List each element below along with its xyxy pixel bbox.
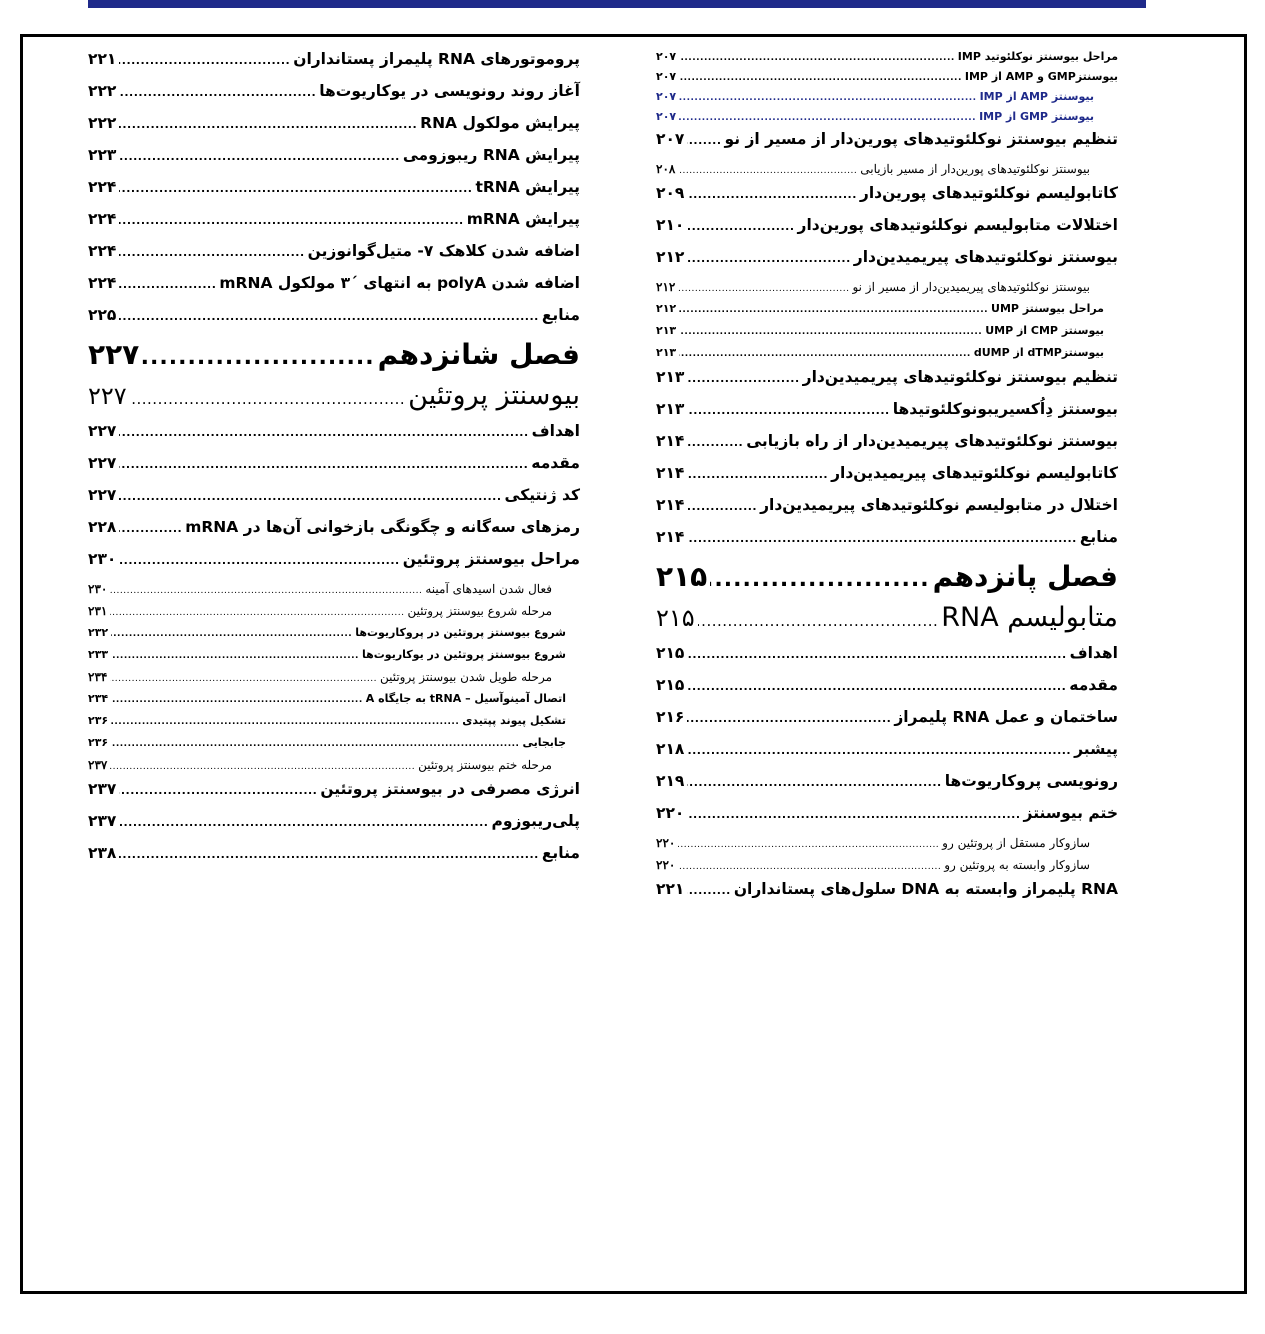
toc-entry-page: ۲۰۷ [656, 130, 685, 148]
toc-entry[interactable] [88, 422, 580, 454]
toc-entry-page: ۲۰۷ [656, 90, 677, 103]
toc-entry[interactable] [88, 114, 580, 146]
dot-leader [710, 560, 929, 593]
toc-entry-page: ۲۳۶ [88, 736, 109, 749]
toc-entry-title: بیوسنتز نوکلئوتیدهای پیریمیدین‌دار از مسیر از نو [852, 280, 1090, 294]
toc-entry-title: مقدمه [1069, 676, 1118, 694]
dot-leader [119, 114, 417, 132]
toc-entry-page: ۲۲۷ [88, 338, 140, 371]
dot-leader [687, 248, 850, 266]
toc-entry[interactable] [656, 740, 1118, 772]
toc-entry-title: تنظیم بیوسنتز نوکلئوتیدهای پیریمیدین‌دار [802, 368, 1118, 386]
toc-entry-page: ۲۱۲ [656, 302, 677, 315]
toc-entry-title: بیوسنتز پروتئین [408, 380, 580, 411]
dot-leader [119, 274, 216, 292]
toc-entry-title: مرحله ختم بیوسنتز پروتئین [418, 758, 552, 772]
dot-leader [687, 740, 1071, 758]
dot-leader [687, 400, 889, 418]
dot-leader [678, 836, 939, 850]
toc-entry-title: مراحل بیوسنتز پروتئین [402, 550, 580, 568]
toc-entry-page: ۲۱۹ [656, 772, 685, 790]
toc-entry-page: ۲۲۴ [88, 210, 117, 228]
toc-entry[interactable] [656, 432, 1118, 464]
toc-entry-page: ۲۲۴ [88, 178, 117, 196]
toc-entry-page: ۲۲۷ [88, 454, 117, 472]
dot-leader [110, 604, 404, 618]
toc-entry-title: اضافه شدن کلاهک ۷- متیل‌گوانوزین [307, 242, 580, 260]
toc-entry-title: متابولیسم RNA [941, 602, 1118, 633]
dot-leader [119, 82, 316, 100]
toc-entry-page: ۲۱۳ [656, 400, 685, 418]
toc-entry-title: بیوسنتز GMP از IMP [979, 110, 1094, 123]
toc-entry[interactable] [88, 626, 580, 648]
dot-leader [687, 772, 941, 790]
toc-entry-page: ۲۳۸ [88, 844, 117, 862]
toc-entry[interactable] [88, 518, 580, 550]
dot-leader [687, 464, 828, 482]
toc-entry-page: ۲۳۰ [88, 550, 117, 568]
dot-leader [687, 130, 721, 148]
toc-entry-page: ۲۱۴ [656, 464, 685, 482]
toc-entry-page: ۲۲۷ [88, 382, 127, 410]
dot-leader [679, 302, 988, 315]
toc-entry[interactable] [88, 242, 580, 274]
toc-entry-title: اختلال در متابولیسم نوکلئوتیدهای پیریمیدین‌دار [760, 496, 1118, 514]
toc-entry-title: رونویسی پروکاریوت‌ها [944, 772, 1118, 790]
toc-entry-page: ۲۰۸ [656, 162, 676, 176]
toc-entry-page: ۲۱۴ [656, 528, 685, 546]
dot-leader [698, 602, 939, 633]
toc-entry[interactable] [656, 70, 1118, 90]
toc-entry[interactable] [656, 772, 1118, 804]
toc-entry-title: بیوسنتز نوکلئوتیدهای پورین‌دار از مسیر بازیابی [860, 162, 1090, 176]
toc-entry-title: منابع [1079, 528, 1118, 546]
toc-entry-page: ۲۳۷ [88, 758, 108, 772]
dot-leader [111, 736, 519, 749]
toc-entry-title: فصل پانزدهم [932, 560, 1118, 593]
toc-entry-title: پیشبر [1074, 740, 1118, 758]
dot-leader [142, 338, 374, 371]
toc-entry-page: ۲۲۸ [88, 518, 117, 536]
toc-column-left [88, 50, 580, 876]
dot-leader [679, 324, 982, 337]
toc-entry-title: بیوسنتزGMP و AMP از IMP [964, 70, 1118, 83]
toc-entry[interactable] [88, 306, 580, 338]
toc-entry[interactable] [656, 880, 1118, 912]
toc-entry[interactable] [656, 302, 1118, 324]
toc-entry-page: ۲۰۷ [656, 50, 677, 63]
dot-leader [119, 454, 528, 472]
toc-entry-title: بیوسنتز نوکلئوتیدهای پیریمیدین‌دار از راه بازیابی [746, 432, 1118, 450]
toc-entry-page: ۲۲۴ [88, 242, 117, 260]
toc-entry-page: ۲۳۴ [88, 692, 109, 705]
toc-entry-title: پلی‌ریبوزوم [491, 812, 580, 830]
dot-leader [687, 708, 891, 726]
toc-entry-title: ختم بیوسنتز [1023, 804, 1118, 822]
dot-leader [687, 184, 857, 202]
toc-entry[interactable] [88, 50, 580, 82]
dot-leader [110, 670, 377, 684]
toc-entry[interactable] [656, 496, 1118, 528]
toc-entry-page: ۲۳۷ [88, 812, 117, 830]
dot-leader [119, 780, 317, 798]
dot-leader [687, 676, 1066, 694]
dot-leader [119, 550, 399, 568]
toc-entry-page: ۲۱۲ [656, 280, 676, 294]
dot-leader [110, 582, 422, 596]
toc-entry[interactable] [656, 50, 1118, 70]
dot-leader [130, 380, 406, 411]
toc-entry-title: جابجایی [522, 736, 566, 749]
toc-entry-title: بیوسنتز AMP از IMP [979, 90, 1094, 103]
toc-entry-title: تنظیم بیوسنتز نوکلئوتیدهای پورین‌دار از مسیر از نو [724, 130, 1118, 148]
toc-entry-page: ۲۲۷ [88, 422, 117, 440]
toc-entry-title: تشکیل پیوند پپتیدی [462, 714, 566, 727]
toc-entry[interactable] [656, 324, 1118, 346]
toc-entry-title: منابع [541, 306, 580, 324]
toc-entry-page: ۲۱۴ [656, 432, 685, 450]
toc-entry[interactable] [656, 708, 1118, 740]
toc-entry-page: ۲۳۴ [88, 670, 108, 684]
toc-entry-title: آغاز روند رونویسی در یوکاریوت‌ها [319, 82, 580, 100]
toc-entry-page: ۲۳۷ [88, 780, 117, 798]
toc-entry[interactable] [656, 836, 1118, 858]
toc-entry-title: بیوسنتز نوکلئوتیدهای پیریمیدین‌دار [853, 248, 1118, 266]
toc-entry[interactable] [88, 714, 580, 736]
toc-entry-page: ۲۰۹ [656, 184, 685, 202]
toc-entry-page: ۲۳۱ [88, 604, 108, 618]
dot-leader [687, 528, 1076, 546]
dot-leader [687, 216, 794, 234]
toc-entry-title: منابع [541, 844, 580, 862]
toc-entry-title: بیوسنتز دِاُکسیریبونوکلئوتیدها [892, 400, 1118, 418]
toc-entry-page: ۲۲۳ [88, 146, 117, 164]
toc-entry[interactable] [88, 736, 580, 758]
toc-entry-page: ۲۲۰ [656, 836, 676, 850]
dot-leader [110, 758, 415, 772]
toc-entry[interactable] [656, 602, 1118, 644]
dot-leader [678, 858, 941, 872]
toc-entry[interactable] [656, 858, 1118, 880]
toc-entry[interactable] [88, 780, 580, 812]
toc-entry-page: ۲۲۲ [88, 114, 117, 132]
dot-leader [111, 692, 363, 705]
toc-entry-page: ۲۱۰ [656, 216, 685, 234]
dot-leader [119, 486, 501, 504]
dot-leader [687, 804, 1020, 822]
dot-leader [119, 422, 528, 440]
toc-entry-page: ۲۱۳ [656, 346, 677, 359]
toc-entry-title: اهداف [1069, 644, 1118, 662]
toc-entry-title: مرحله شروع بیوسنتز پروتئین [407, 604, 552, 618]
dot-leader [679, 70, 962, 83]
dot-leader [678, 162, 857, 176]
toc-entry-title: شروع بیوسنتز پروتئین در یوکاریوت‌ها [361, 648, 566, 661]
toc-entry-page: ۲۱۶ [656, 708, 685, 726]
toc-entry-title: کاتابولیسم نوکلئوتیدهای پورین‌دار [859, 184, 1118, 202]
toc-entry-title: مقدمه [531, 454, 580, 472]
toc-entry[interactable] [88, 178, 580, 210]
dot-leader [679, 346, 971, 359]
toc-entry-page: ۲۱۵ [656, 560, 708, 593]
toc-entry[interactable] [88, 758, 580, 780]
toc-entry-title: بیوسنتزdTMP از dUMP [973, 346, 1104, 359]
toc-entry[interactable] [656, 400, 1118, 432]
toc-entry-title: پیرایش mRNA [466, 210, 580, 228]
dot-leader [119, 812, 488, 830]
toc-entry-title: ساختمان و عمل RNA پلیمراز [894, 708, 1118, 726]
toc-entry-title: کاتابولیسم نوکلئوتیدهای پیریمیدین‌دار [831, 464, 1118, 482]
toc-entry[interactable] [656, 528, 1118, 560]
toc-entry-title: شروع بیوسنتز پروتئین در پروکاریوت‌ها [355, 626, 566, 639]
toc-entry-page: ۲۲۱ [656, 880, 685, 898]
toc-entry[interactable] [656, 216, 1118, 248]
toc-entry-title: پروموتورهای RNA پلیمراز پستانداران [293, 50, 580, 68]
toc-entry-page: ۲۱۵ [656, 676, 685, 694]
dot-leader [119, 844, 538, 862]
toc-entry[interactable] [656, 280, 1118, 302]
toc-entry[interactable] [88, 210, 580, 242]
toc-entry[interactable] [656, 644, 1118, 676]
toc-entry-page: ۲۳۰ [88, 582, 108, 596]
toc-entry[interactable] [88, 692, 580, 714]
toc-entry-page: ۲۱۳ [656, 368, 685, 386]
toc-column-right [656, 50, 1118, 912]
toc-entry[interactable] [656, 676, 1118, 708]
toc-entry[interactable] [656, 130, 1118, 162]
toc-entry[interactable] [88, 486, 580, 518]
dot-leader [111, 626, 352, 639]
toc-entry-title: پیرایش RNA ریبوزومی [402, 146, 580, 164]
toc-entry-title: رمزهای سه‌گانه و چگونگی بازخوانی آن‌ها در mRNA [185, 518, 580, 536]
toc-entry-page: ۲۳۳ [88, 648, 109, 661]
dot-leader [679, 90, 976, 103]
dot-leader [119, 146, 399, 164]
toc-entry-page: ۲۱۲ [656, 248, 685, 266]
toc-entry-page: ۲۰۷ [656, 70, 677, 83]
toc-entry-page: ۲۱۵ [656, 604, 695, 632]
dot-leader [119, 518, 182, 536]
toc-entry[interactable] [88, 380, 580, 422]
dot-leader [119, 210, 463, 228]
dot-leader [687, 644, 1066, 662]
toc-entry-title: RNA پلیمراز وابسته به DNA سلول‌های پستانداران [733, 880, 1118, 898]
toc-entry-title: انرژی مصرفی در بیوسنتز پروتئین [320, 780, 580, 798]
toc-entry[interactable] [88, 550, 580, 582]
toc-entry-title: فعال شدن اسیدهای آمینه [425, 582, 552, 596]
toc-entry[interactable] [656, 464, 1118, 496]
toc-entry-title: مراحل بیوسنتز نوکلئوتید IMP [957, 50, 1118, 63]
dot-leader [687, 496, 757, 514]
toc-entry[interactable] [656, 368, 1118, 400]
toc-entry-page: ۲۱۳ [656, 324, 677, 337]
toc-entry-title: پیرایش tRNA [475, 178, 580, 196]
toc-entry[interactable] [88, 82, 580, 114]
toc-entry[interactable] [656, 346, 1118, 368]
dot-leader [119, 306, 538, 324]
toc-entry[interactable] [88, 338, 580, 380]
toc-entry[interactable] [656, 248, 1118, 280]
dot-leader [687, 880, 730, 898]
toc-entry-page: ۲۲۵ [88, 306, 117, 324]
toc-entry-page: ۲۲۰ [656, 804, 685, 822]
toc-entry-page: ۲۱۴ [656, 496, 685, 514]
toc-entry[interactable] [656, 804, 1118, 836]
dot-leader [119, 178, 472, 196]
toc-entry-title: مراحل بیوسنتز UMP [991, 302, 1104, 315]
toc-entry-title: سازوکار وابسته به پروتئین رو [944, 858, 1090, 872]
toc-entry[interactable] [88, 146, 580, 178]
toc-entry-title: کد ژنتیکی [504, 486, 580, 504]
dot-leader [687, 368, 799, 386]
toc-entry[interactable] [88, 648, 580, 670]
toc-entry[interactable] [656, 162, 1118, 184]
toc-entry-page: ۲۲۴ [88, 274, 117, 292]
toc-entry-title: فصل شانزدهم [377, 338, 580, 371]
dot-leader [111, 714, 459, 727]
toc-entry-title: بیوسنتز CMP از UMP [985, 324, 1104, 337]
toc-entry-title: اتصال آمینوآسیل – tRNA به جایگاه A [365, 692, 566, 705]
toc-entry[interactable] [88, 604, 580, 626]
toc-entry-page: ۲۱۵ [656, 644, 685, 662]
header-accent-bar [88, 0, 1146, 8]
toc-entry-title: سازوکار مستقل از پروتئین رو [942, 836, 1090, 850]
toc-entry-page: ۲۲۱ [88, 50, 117, 68]
toc-entry-page: ۲۱۸ [656, 740, 685, 758]
toc-entry[interactable] [88, 670, 580, 692]
toc-entry[interactable] [656, 110, 1118, 130]
toc-entry[interactable] [88, 274, 580, 306]
toc-entry[interactable] [88, 582, 580, 604]
toc-entry-page: ۲۳۶ [88, 714, 109, 727]
toc-entry-page: ۲۲۷ [88, 486, 117, 504]
toc-entry-title: پیرایش مولکول RNA [420, 114, 580, 132]
dot-leader [679, 110, 976, 123]
dot-leader [119, 242, 304, 260]
toc-entry[interactable] [656, 90, 1118, 110]
toc-entry-title: اضافه شدن polyA به انتهای ´۳ مولکول mRNA [219, 274, 580, 292]
toc-entry[interactable] [88, 812, 580, 844]
toc-entry[interactable] [88, 454, 580, 486]
toc-entry-page: ۲۳۲ [88, 626, 109, 639]
dot-leader [678, 280, 849, 294]
dot-leader [687, 432, 743, 450]
toc-entry-title: اختلالات متابولیسم نوکلئوتیدهای پورین‌دار [797, 216, 1118, 234]
toc-entry[interactable] [656, 184, 1118, 216]
toc-entry-page: ۲۲۲ [88, 82, 117, 100]
dot-leader [679, 50, 955, 63]
dot-leader [119, 50, 290, 68]
toc-entry-page: ۲۲۰ [656, 858, 676, 872]
toc-entry-page: ۲۰۷ [656, 110, 677, 123]
toc-entry-title: اهداف [531, 422, 580, 440]
dot-leader [111, 648, 359, 661]
toc-entry[interactable] [88, 844, 580, 876]
toc-entry[interactable] [656, 560, 1118, 602]
toc-entry-title: مرحله طویل شدن بیوسنتز پروتئین [379, 670, 552, 684]
